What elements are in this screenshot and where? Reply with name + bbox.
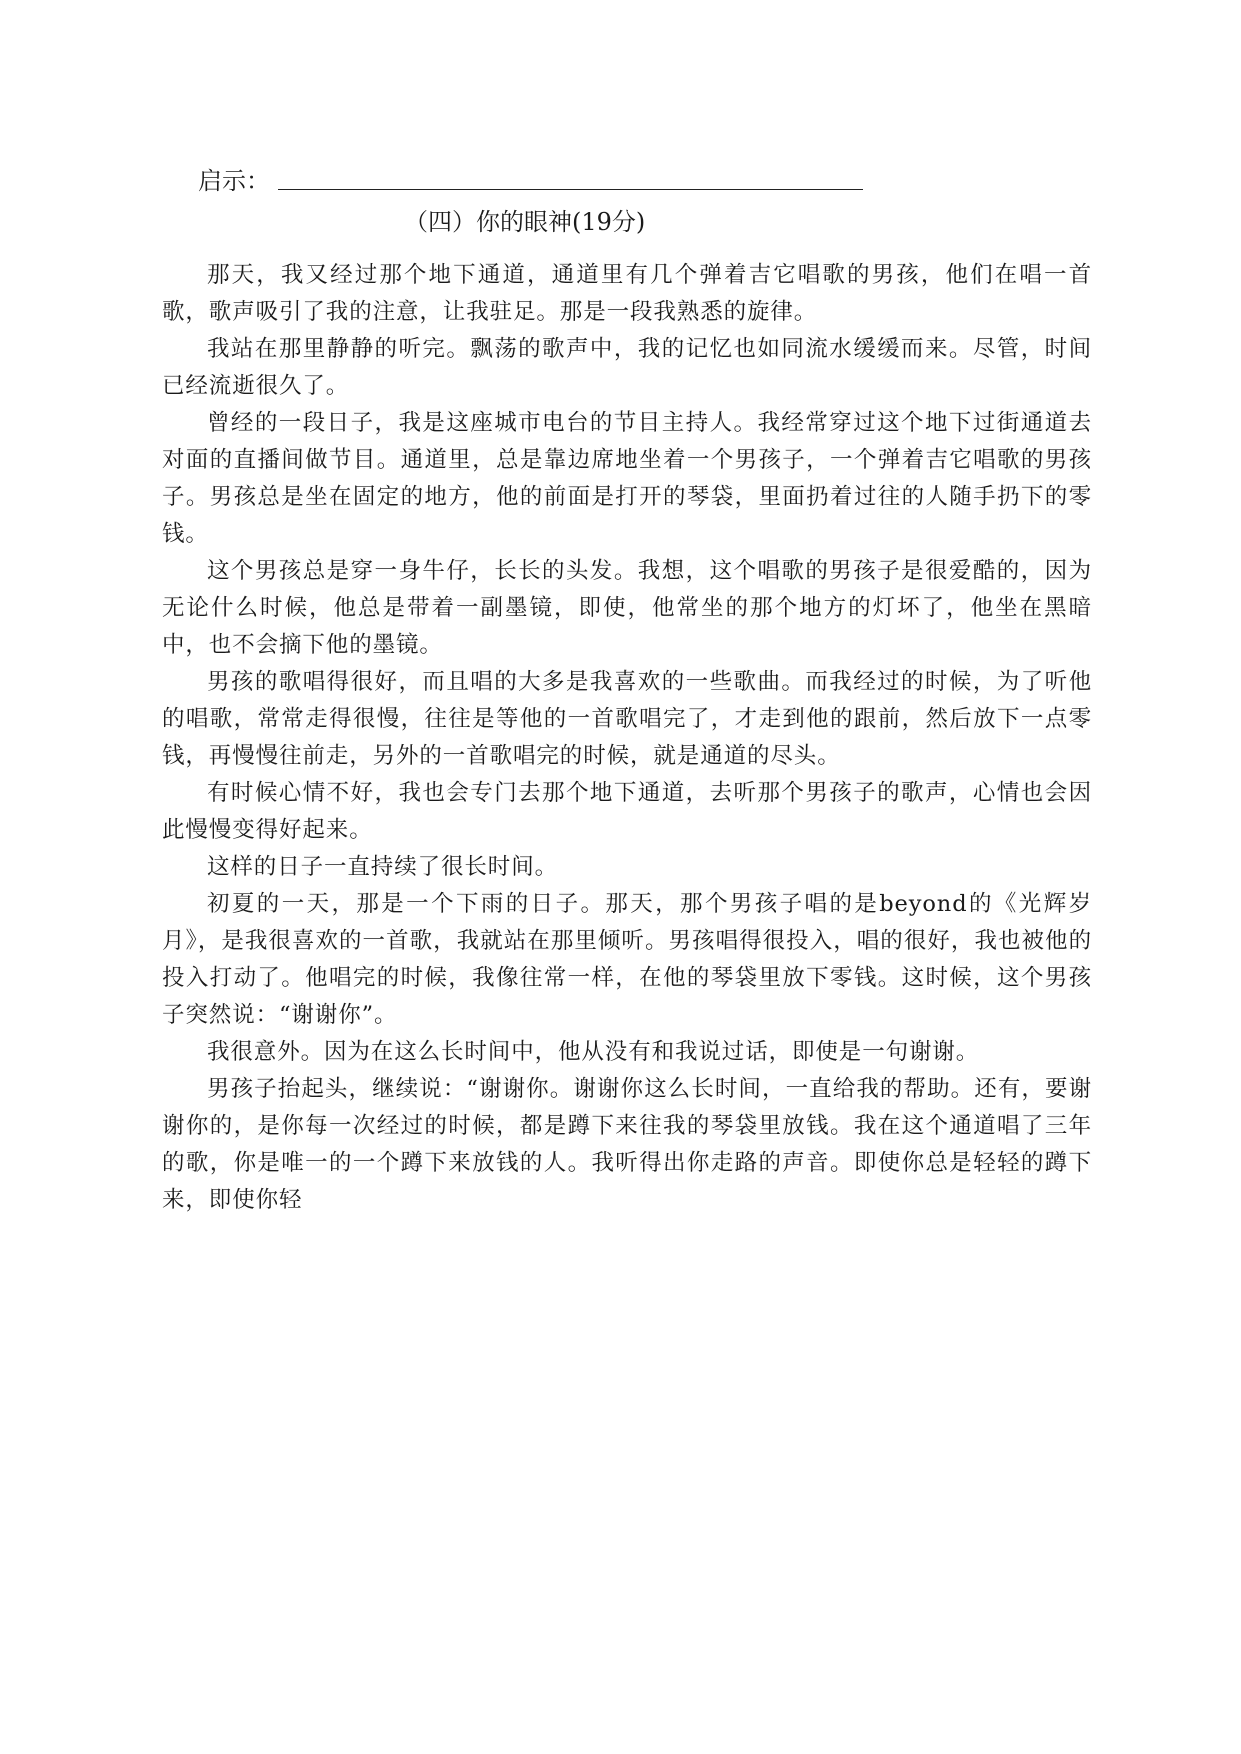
paragraph: 有时候心情不好，我也会专门去那个地下通道，去听那个男孩子的歌声，心情也会因此慢慢变得好起来。: [162, 780, 1092, 843]
paragraph: 我站在那里静静的听完。飘荡的歌声中，我的记忆也如同流水缓缓而来。尽管，时间已经流逝很久了。: [162, 336, 1092, 399]
paragraph: 曾经的一段日子，我是这座城市电台的节目主持人。我经常穿过这个地下过街通道去对面的直播间做节目。通道里，总是靠边席地坐着一个男孩子，一个弹着吉它唱歌的男孩子。男孩总是坐在固定的地方，他的前面是打开的琴袋，里面扔着过往的人随手扔下的零钱。: [162, 410, 1092, 547]
paragraph: 男孩子抬起头，继续说：“谢谢你。谢谢你这么长时间，一直给我的帮助。还有，要谢谢你的，是你每一次经过的时候，都是蹲下来往我的琴袋里放钱。我在这个通道唱了三年的歌，你是唯一的一个蹲下来放钱的人。我听得出你走路的声音。即使你总是轻轻的蹲下来，即使你轻: [162, 1076, 1092, 1213]
paragraph: 那天，我又经过那个地下通道，通道里有几个弹着吉它唱歌的男孩，他们在唱一首歌，歌声吸引了我的注意，让我驻足。那是一段我熟悉的旋律。: [162, 262, 1092, 325]
paragraph: 男孩的歌唱得很好，而且唱的大多是我喜欢的一些歌曲。而我经过的时候，为了听他的唱歌，常常走得很慢，往往是等他的一首歌唱完了，才走到他的跟前，然后放下一点零钱，再慢慢往前走，另外的一首歌唱完的时候，就是通道的尽头。: [162, 669, 1092, 769]
reading-passage: [162, 257, 1092, 1219]
answer-blank-line[interactable]: [278, 189, 863, 190]
paragraph: 这样的日子一直持续了很长时间。: [207, 854, 559, 880]
section-title: （四）你的眼神(19分): [404, 208, 646, 236]
paragraph: 这个男孩总是穿一身牛仔，长长的头发。我想，这个唱歌的男孩子是很爱酷的，因为无论什么时候，他总是带着一副墨镜，即使，他常坐的那个地方的灯坏了，他坐在黑暗中，也不会摘下他的墨镜。: [162, 558, 1092, 658]
inspiration-label: 启示：: [198, 167, 270, 195]
paragraph: 我很意外。因为在这么长时间中，他从没有和我说过话，即使是一句谢谢。: [207, 1039, 980, 1065]
inspiration-answer-row: [198, 156, 898, 196]
paragraph: 初夏的一天，那是一个下雨的日子。那天，那个男孩子唱的是beyond的《光辉岁月》，是我很喜欢的一首歌，我就站在那里倾听。男孩唱得很投入，唱的很好，我也被他的投入打动了。他唱完的时候，我像往常一样，在他的琴袋里放下零钱。这时候，这个男孩子突然说：“谢谢你”。: [162, 891, 1092, 1028]
